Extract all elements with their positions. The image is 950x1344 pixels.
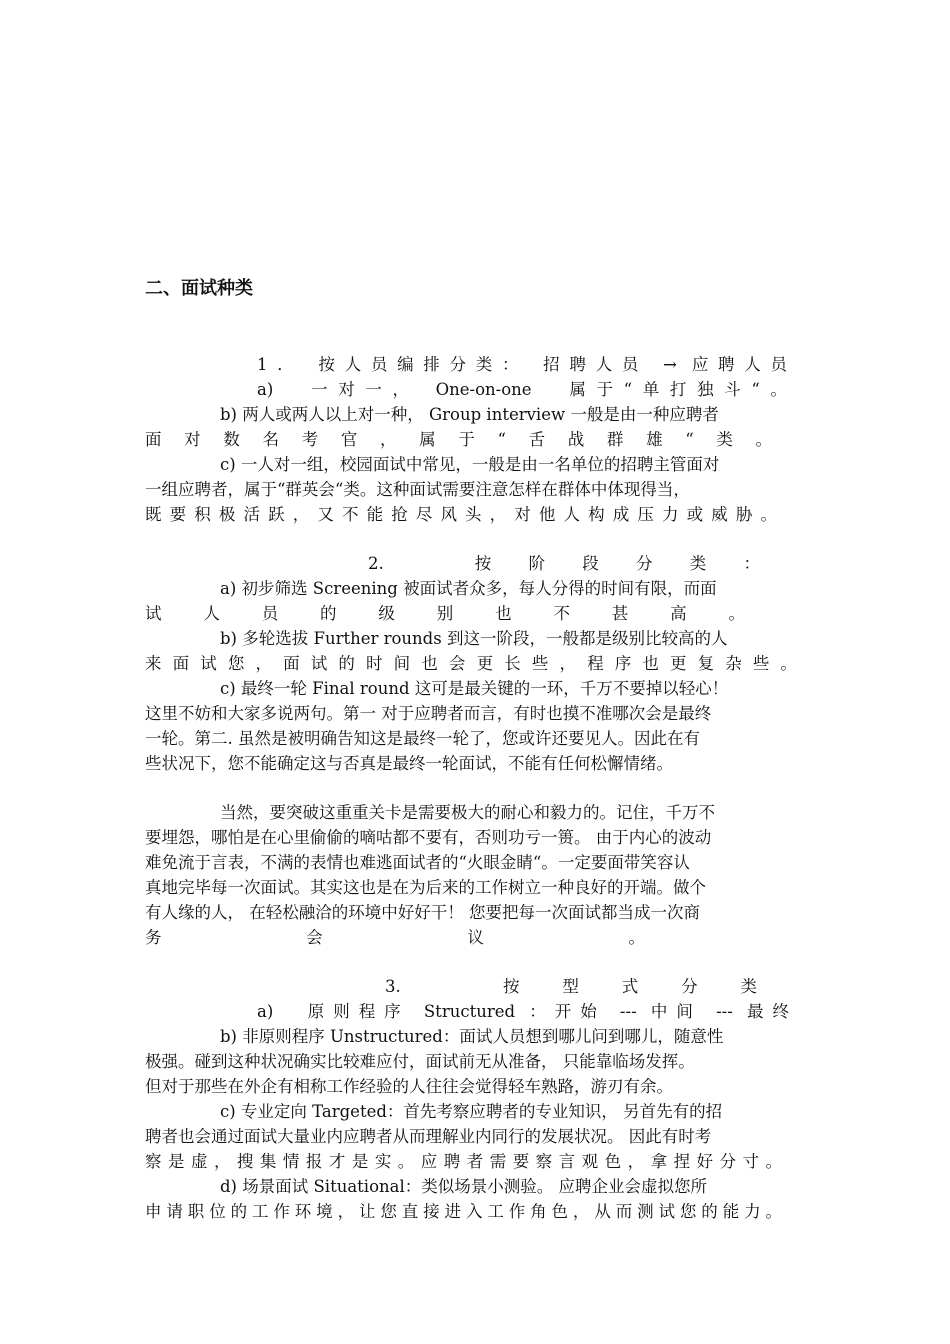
text-line: c) 最终一轮 Final round 这可是最关键的一环，千万不要掉以轻心！ <box>220 679 729 698</box>
text-line: 1． 按人员编排分类： 招聘人员 → 应聘人员 <box>257 355 787 374</box>
text-line: 真地完毕每一次面试。其实这也是在为后来的工作树立一种良好的开端。做个 <box>145 878 706 897</box>
text-line: 务会议。 <box>145 928 645 947</box>
text-line: b) 多轮选拔 Further rounds 到这一阶段，一般都是级别比较高的人 <box>220 629 728 648</box>
text-line: 但对于那些在外企有相称工作经验的人往往会觉得轻车熟路，游刃有余。 <box>145 1077 673 1096</box>
text-line: 一轮。第二. 虽然是被明确告知这是最终一轮了，您或许还要见人。因此在有 <box>145 729 700 748</box>
text-line: 难免流于言表，不满的表情也难逃面试者的“火眼金睛“。一定要面带笑容认 <box>145 853 690 872</box>
text-line: 试人员的级别也不甚高。 <box>145 604 745 623</box>
text-line: c) 专业定向 Targeted：首先考察应聘者的专业知识， 另首先有的招 <box>220 1102 723 1121</box>
text-line: 要埋怨，哪怕是在心里偷偷的嘀咕都不要有，否则功亏一篑。 由于内心的波动 <box>145 828 712 847</box>
text-line: 面对数名考官，属于“舌战群雄“类。 <box>145 430 772 449</box>
text-line: d) 场景面试 Situational：类似场景小测验。 应聘企业会虚拟您所 <box>220 1177 707 1196</box>
text-line: c) 一人对一组，校园面试中常见，一般是由一名单位的招聘主管面对 <box>220 455 720 474</box>
text-line: b) 两人或两人以上对一种， Group interview 一般是由一种应聘者 <box>220 405 719 424</box>
text-line: 极强。碰到这种状况确实比较难应付，面试前无从准备， 只能靠临场发挥。 <box>145 1052 695 1071</box>
text-line: 来面试您，面试的时间也会更长些，程序也更复杂些。 <box>145 654 797 673</box>
text-line: 察是虚，搜集情报才是实。应聘者需要察言观色，拿捏好分寸。 <box>145 1152 782 1171</box>
text-line: a) 初步筛选 Screening 被面试者众多，每人分得的时间有限，而面 <box>220 579 717 598</box>
section-heading: 二、面试种类 <box>145 278 253 299</box>
text-line: a) 一对一， One-on-one 属于“单打独斗“。 <box>257 380 787 399</box>
text-line: 既要积极活跃，又不能抢尽风头，对他人构成压力或威胁。 <box>145 505 777 524</box>
text-line: 这里不妨和大家多说两句。第一 对于应聘者而言，有时也摸不准哪次会是最终 <box>145 704 712 723</box>
text-line: 聘者也会通过面试大量业内应聘者从而理解业内同行的发展状况。 因此有时考 <box>145 1127 712 1146</box>
text-line: 些状况下，您不能确定这与否真是最终一轮面试，不能有任何松懈情绪。 <box>145 754 673 773</box>
text-line: b) 非原则程序 Unstructured：面试人员想到哪儿问到哪儿，随意性 <box>220 1027 724 1046</box>
text-line: 2. 按阶段分类： <box>368 554 760 573</box>
text-line: 一组应聘者，属于“群英会“类。这种面试需要注意怎样在群体中体现得当， <box>145 480 690 499</box>
text-line: 3. 按型式分类 <box>385 977 757 996</box>
text-line: 有人缘的人， 在轻松融洽的环境中好好干！ 您要把每一次面试都当成一次商 <box>145 903 700 922</box>
text-line: a) 原则程序 Structured ：开始 --- 中间 --- 最终 <box>257 1002 789 1021</box>
text-line: 申请职位的工作环境，让您直接进入工作角色，从而测试您的能力。 <box>145 1202 782 1221</box>
text-line: 当然，要突破这重重关卡是需要极大的耐心和毅力的。记住，千万不 <box>220 803 715 822</box>
